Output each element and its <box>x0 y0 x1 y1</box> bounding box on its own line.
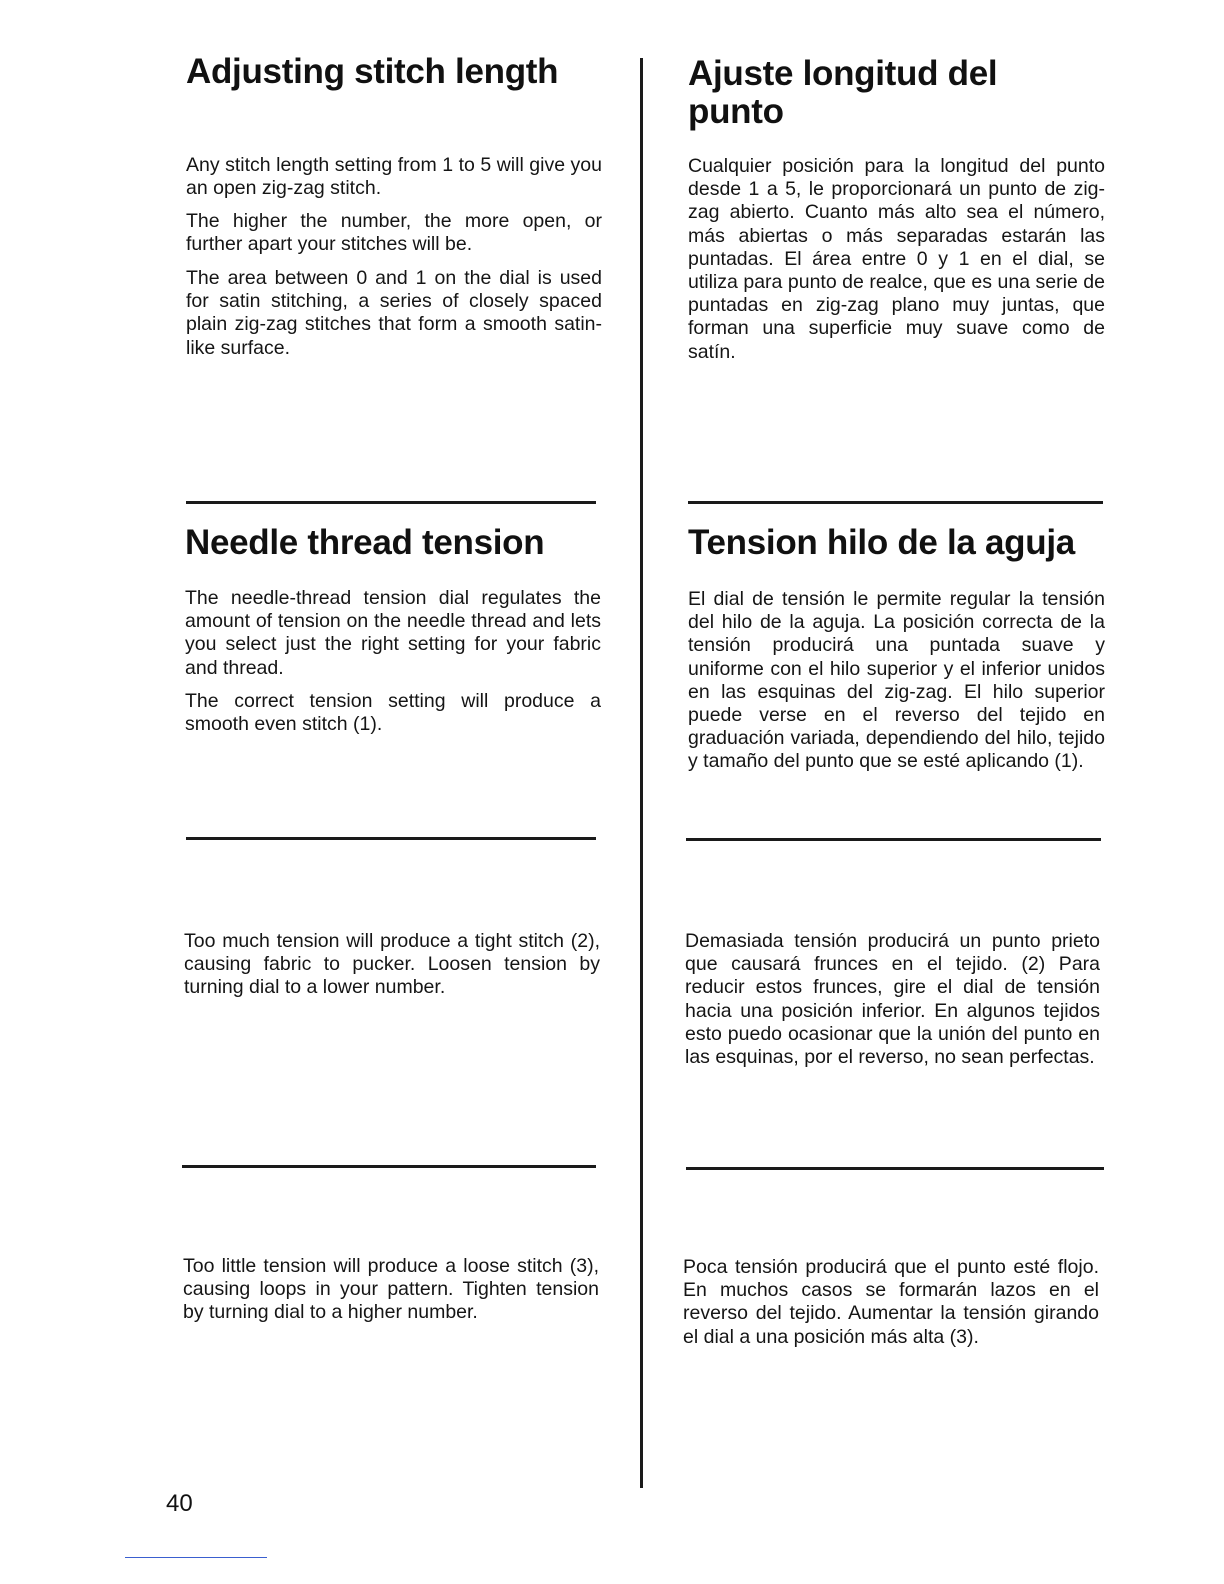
paragraph-dial-tension: El dial de tensión le permite regular la tensión del hilo de la aguja. La posición correcta de la tensión producirá una puntada suave y uniforme con el hilo superior y el inferior unidos en las esquinas del zig-zag. El hilo superior puede verse en el reverso del tejido en graduación variada, dependiendo del hilo, tejido y tamaño del punto que se esté aplicando (1). <box>688 588 1105 773</box>
section-rule <box>186 837 596 840</box>
section-rule <box>686 1167 1104 1170</box>
paragraph-correct-tension: The correct tension setting will produce a smooth even stitch (1). <box>185 690 601 736</box>
page-number: 40 <box>166 1490 193 1517</box>
heading-needle-thread-tension: Needle thread tension <box>185 523 545 562</box>
paragraph-higher-number: The higher the number, the more open, or further apart your stitches will be. <box>186 210 602 256</box>
column-divider <box>640 58 643 1488</box>
section-rule <box>688 501 1103 504</box>
paragraph-too-much-tension: Too much tension will produce a tight stitch (2), causing fabric to pucker. Loosen tension by turning dial to a lower number. <box>184 930 600 999</box>
section-rule <box>186 501 596 504</box>
paragraph-poca-tension: Poca tensión producirá que el punto esté flojo. En muchos casos se formarán lazos en el reverso del tejido. Aumentar la tensión girando el dial a una posición más alta (3). <box>683 1256 1099 1348</box>
bottom-edge-line <box>125 1557 267 1558</box>
paragraph-ajuste-longitud: Cualquier posición para la longitud del punto desde 1 a 5, le proporcionará un punto de zig-zag abierto. Cuanto más alto sea el número, más abiertas o más separadas estarán las puntadas. El área entre 0 y 1 en el dial, se utiliza para punto de realce, que es una serie de puntadas en zig-zag plano muy juntas, que forman una superficie muy suave como de satín. <box>688 155 1105 363</box>
paragraph-tension-dial: The needle-thread tension dial regulates the amount of tension on the needle thread and lets you select just the right setting for your fabric and thread. <box>185 587 601 679</box>
paragraph-stitch-length-range: Any stitch length setting from 1 to 5 will give you an open zig-zag stitch. <box>186 154 602 200</box>
heading-adjusting-stitch-length: Adjusting stitch length <box>186 52 559 91</box>
heading-ajuste-longitud: Ajuste longitud del punto <box>688 54 998 131</box>
section-rule <box>686 838 1101 841</box>
heading-tension-hilo-aguja: Tension hilo de la aguja <box>688 523 1075 562</box>
paragraph-too-little-tension: Too little tension will produce a loose stitch (3), causing loops in your pattern. Tighten tension by turning dial to a higher number. <box>183 1255 599 1324</box>
paragraph-satin-stitching: The area between 0 and 1 on the dial is used for satin stitching, a series of closely spaced plain zig-zag stitches that form a smooth satin-like surface. <box>186 267 602 359</box>
section-rule <box>182 1165 596 1168</box>
paragraph-demasiada-tension: Demasiada tensión producirá un punto prieto que causará frunces en el tejido. (2) Para reducir estos frunces, gire el dial de tensión hacia una posición inferior. En algunos tejidos esto puedo ocasionar que la unión del punto en las esquinas, por el reverso, no sean perfectas. <box>685 930 1100 1069</box>
